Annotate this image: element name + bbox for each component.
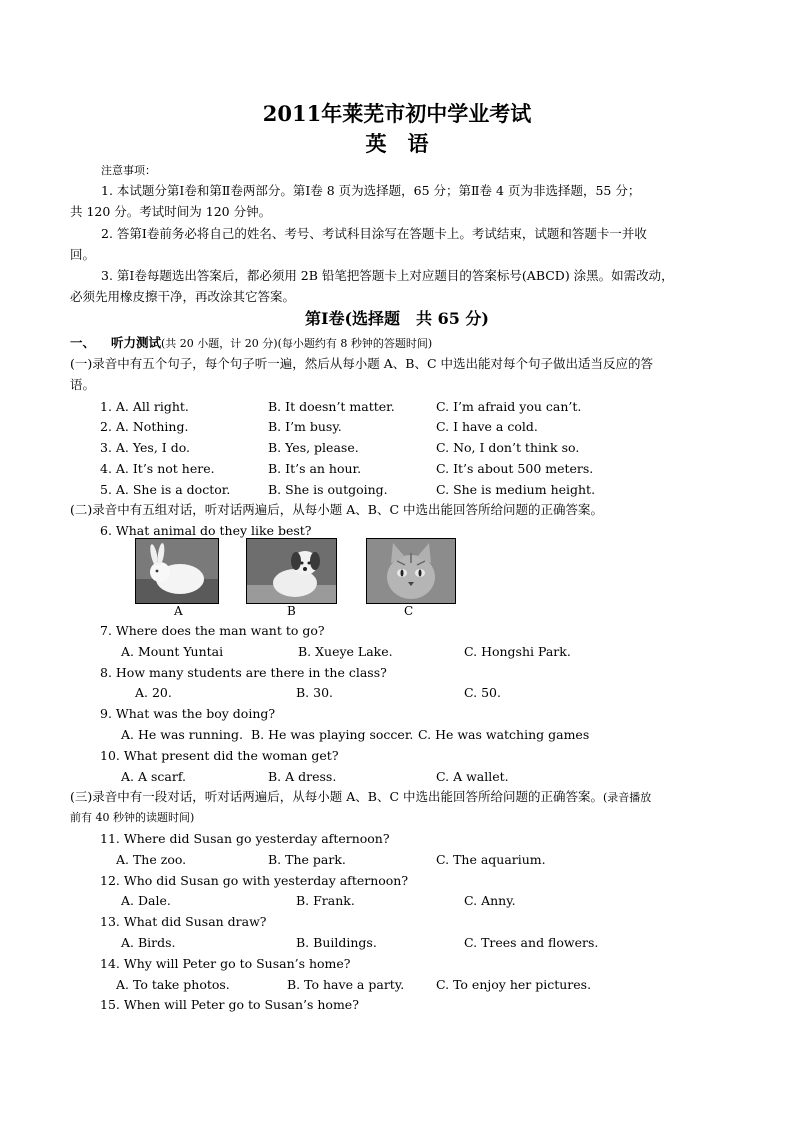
q2-option-c: C. I have a cold. [436,419,538,434]
q13-option-b: B. Buildings. [296,935,377,950]
cat-picture [366,538,456,604]
exam-subject: 英 语 [365,131,429,156]
q8-question: 8. How many students are there in the class? [100,665,387,680]
q14-option-b: B. To have a party. [287,977,405,992]
q11-option-c: C. The aquarium. [436,852,546,867]
q3-option-b: B. Yes, please. [268,440,359,455]
q9-question: 9. What was the boy doing? [100,706,276,721]
q11-option-a: A. The zoo. [116,852,187,867]
cat-icon [367,539,455,603]
sub-1-instruction-line-1: (一)录音中有五个句子，每个句子听一遍，然后从每小题 A、B、C 中选出能对每个句子做出适当反应的答 [70,356,653,371]
rabbit-picture [135,538,219,604]
q4-option-a: 4. A. It’s not here. [100,461,215,476]
q5-option-c: C. She is medium height. [436,482,596,497]
q11-question: 11. Where did Susan go yesterday afternoon? [100,831,390,846]
q15-question: 15. When will Peter go to Susan’s home? [100,997,359,1012]
q3-option-a: 3. A. Yes, I do. [100,440,190,455]
sub-3-instruction-main: (三)录音中有一段对话，听对话两遍后，从每小题 A、B、C 中选出能回答所给问题的正确答案。 [70,789,603,804]
q12-option-b: B. Frank. [296,893,355,908]
part-1-title: 第Ⅰ卷(选择题 共 65 分) [304,309,490,328]
q5-option-b: B. She is outgoing. [268,482,388,497]
q9-option-a: A. He was running. [121,727,243,742]
q13-option-a: A. Birds. [121,935,176,950]
q10-question: 10. What present did the woman get? [100,748,339,763]
sub-1-instruction-line-2: 语。 [70,377,96,392]
rabbit-icon [136,539,218,603]
picture-label-a: A [174,604,183,618]
sub-2-instruction: (二)录音中有五组对话，听对话两遍后，从每小题 A、B、C 中选出能回答所给问题的正确答案。 [70,502,603,517]
section-1-number: 一、 [70,335,96,350]
q10-option-a: A. A scarf. [121,769,186,784]
q1-option-b: B. It doesn’t matter. [268,399,395,414]
note-1-line-2: 共 120 分。考试时间为 120 分钟。 [70,204,272,219]
q8-option-a: A. 20. [135,685,172,700]
q9-option-b: B. He was playing soccer. [251,727,414,742]
sub-3-instruction-line-1 [70,789,651,805]
q4-option-c: C. It’s about 500 meters. [436,461,594,476]
q2-option-b: B. I’m busy. [268,419,342,434]
q13-question: 13. What did Susan draw? [100,914,267,929]
picture-label-b: B [287,604,296,618]
q5-option-a: 5. A. She is a doctor. [100,482,231,497]
q13-option-c: C. Trees and flowers. [464,935,599,950]
section-1-note: (每小题约有 8 秒钟的答题时间) [277,337,433,350]
q9-option-c: C. He was watching games [418,727,590,742]
notes-heading: 注意事项： [101,164,156,177]
puppy-icon [247,539,336,603]
q12-question: 12. Who did Susan go with yesterday afternoon? [100,873,409,888]
q11-option-b: B. The park. [268,852,346,867]
section-1-heading [70,335,432,351]
note-3-line-1: 3. 第Ⅰ卷每题选出答案后，都必须用 2B 铅笔把答题卡上对应题目的答案标号(ABCD) 涂黑。如需改动， [101,268,674,283]
q6-question: 6. What animal do they like best? [100,523,312,538]
q8-option-c: C. 50. [464,685,501,700]
q12-option-c: C. Anny. [464,893,516,908]
q2-option-a: 2. A. Nothing. [100,419,189,434]
q10-option-b: B. A dress. [268,769,337,784]
q1-option-c: C. I’m afraid you can’t. [436,399,582,414]
section-1-info: (共 20 小题，计 20 分) [161,337,278,350]
q7-option-a: A. Mount Yuntai [121,644,224,659]
note-2-line-2: 回。 [70,247,96,262]
sub-3-instruction-note: (录音播放 [602,791,652,804]
q7-option-b: B. Xueye Lake. [298,644,393,659]
puppy-picture [246,538,337,604]
q3-option-c: C. No, I don’t think so. [436,440,580,455]
q7-question: 7. Where does the man want to go? [100,623,325,638]
note-2-line-1: 2. 答第Ⅰ卷前务必将自己的姓名、考号、考试科目涂写在答题卡上。考试结束，试题和答题卡一并收 [101,226,647,241]
q7-option-c: C. Hongshi Park. [464,644,571,659]
note-1-line-1: 1. 本试题分第Ⅰ卷和第Ⅱ卷两部分。第Ⅰ卷 8 页为选择题，65 分；第Ⅱ卷 4 页为非选择题，55 分； [101,183,641,198]
q14-question: 14. Why will Peter go to Susan’s home? [100,956,351,971]
q10-option-c: C. A wallet. [436,769,509,784]
q14-option-a: A. To take photos. [116,977,230,992]
q14-option-c: C. To enjoy her pictures. [436,977,592,992]
q1-option-a: 1. A. All right. [100,399,189,414]
q8-option-b: B. 30. [296,685,334,700]
sub-3-instruction-line-2: 前有 40 秒钟的读题时间) [70,811,195,824]
exam-title: 2011年莱芜市初中学业考试 [262,101,532,126]
section-1-name: 听力测试 [111,335,162,350]
note-3-line-2: 必须先用橡皮擦干净，再改涂其它答案。 [70,289,296,304]
picture-label-c: C [404,604,414,618]
q12-option-a: A. Dale. [121,893,171,908]
q4-option-b: B. It’s an hour. [268,461,362,476]
